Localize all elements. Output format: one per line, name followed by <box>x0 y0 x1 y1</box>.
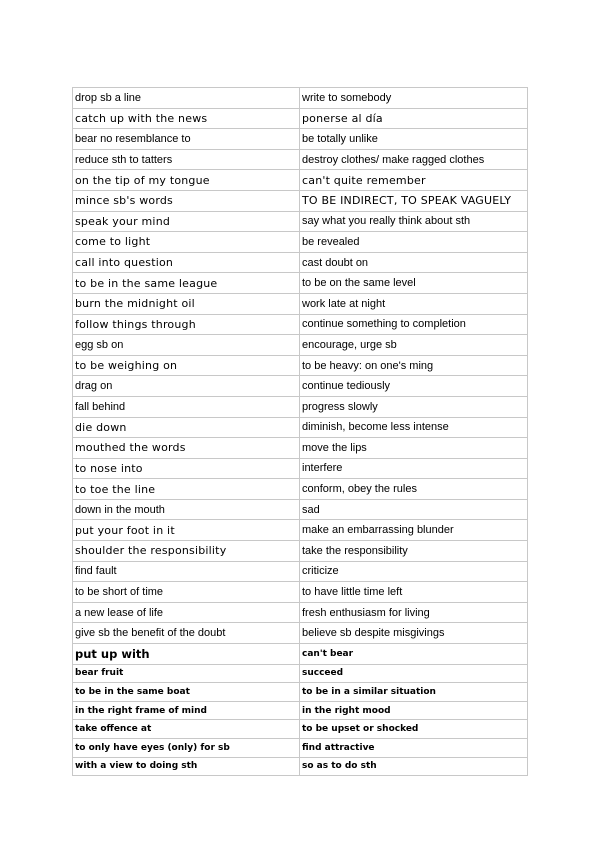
table-row <box>73 417 528 438</box>
table-row <box>73 701 528 720</box>
meaning-cell: can't quite remember <box>300 170 528 191</box>
table-row <box>73 479 528 500</box>
table-row <box>73 314 528 335</box>
table-row <box>73 561 528 582</box>
phrase-cell: to be in the same boat <box>73 683 300 702</box>
meaning-cell: continue tediously <box>300 376 528 397</box>
phrase-cell: take offence at <box>73 720 300 739</box>
table-row <box>73 664 528 683</box>
table-row <box>73 541 528 562</box>
phrase-cell-highlighted: put up with <box>73 644 300 665</box>
meaning-cell: cast doubt on <box>300 252 528 273</box>
phrase-cell: come to light <box>73 232 300 253</box>
phrase-cell: fall behind <box>73 396 300 417</box>
phrase-cell: a new lease of life <box>73 602 300 623</box>
table-row <box>73 211 528 232</box>
meaning-cell: criticize <box>300 561 528 582</box>
meaning-cell: be totally unlike <box>300 129 528 150</box>
phrase-cell: drop sb a line <box>73 88 300 109</box>
table-row <box>73 683 528 702</box>
table-row <box>73 602 528 623</box>
meaning-cell: conform, obey the rules <box>300 479 528 500</box>
phrase-cell: with a view to doing sth <box>73 757 300 776</box>
table-row <box>73 149 528 170</box>
phrase-cell: to be short of time <box>73 582 300 603</box>
table-row <box>73 739 528 758</box>
phrase-cell: to toe the line <box>73 479 300 500</box>
phrase-cell: bear no resemblance to <box>73 129 300 150</box>
phrase-cell: to nose into <box>73 458 300 479</box>
phrase-cell: catch up with the news <box>73 108 300 129</box>
meaning-cell: sad <box>300 499 528 520</box>
table-row <box>73 88 528 109</box>
meaning-cell: work late at night <box>300 293 528 314</box>
phrase-cell: drag on <box>73 376 300 397</box>
meaning-cell: progress slowly <box>300 396 528 417</box>
meaning-cell: move the lips <box>300 438 528 459</box>
phrase-cell: speak your mind <box>73 211 300 232</box>
meaning-cell: to be heavy: on one's ming <box>300 355 528 376</box>
meaning-cell: fresh enthusiasm for living <box>300 602 528 623</box>
table-row <box>73 458 528 479</box>
phrase-cell: give sb the benefit of the doubt <box>73 623 300 644</box>
meaning-cell: make an embarrassing blunder <box>300 520 528 541</box>
phrase-cell: die down <box>73 417 300 438</box>
phrase-cell: down in the mouth <box>73 499 300 520</box>
meaning-cell: encourage, urge sb <box>300 335 528 356</box>
meaning-cell: continue something to completion <box>300 314 528 335</box>
phrase-cell: shoulder the responsibility <box>73 541 300 562</box>
table-row <box>73 129 528 150</box>
phrase-cell: to be weighing on <box>73 355 300 376</box>
meaning-cell: say what you really think about sth <box>300 211 528 232</box>
meaning-cell: diminish, become less intense <box>300 417 528 438</box>
table-row <box>73 335 528 356</box>
phrase-cell: bear fruit <box>73 664 300 683</box>
phrase-cell: follow things through <box>73 314 300 335</box>
meaning-cell: find attractive <box>300 739 528 758</box>
meaning-cell: destroy clothes/ make ragged clothes <box>300 149 528 170</box>
meaning-cell: succeed <box>300 664 528 683</box>
meaning-cell: ponerse al día <box>300 108 528 129</box>
table-row <box>73 273 528 294</box>
table-row <box>73 170 528 191</box>
meaning-cell: be revealed <box>300 232 528 253</box>
table-row <box>73 108 528 129</box>
meaning-cell: so as to do sth <box>300 757 528 776</box>
phrase-cell: mouthed the words <box>73 438 300 459</box>
table-row <box>73 396 528 417</box>
meaning-cell: to be in a similar situation <box>300 683 528 702</box>
table-row <box>73 499 528 520</box>
phrase-cell: in the right frame of mind <box>73 701 300 720</box>
meaning-cell: can't bear <box>300 644 528 665</box>
phrase-cell: burn the midnight oil <box>73 293 300 314</box>
table-row <box>73 623 528 644</box>
table-row <box>73 644 528 665</box>
meaning-cell: interfere <box>300 458 528 479</box>
table-row <box>73 252 528 273</box>
meaning-cell: to have little time left <box>300 582 528 603</box>
phrase-cell: reduce sth to tatters <box>73 149 300 170</box>
phrase-cell: to be in the same league <box>73 273 300 294</box>
table-row <box>73 376 528 397</box>
meaning-cell: TO BE INDIRECT, TO SPEAK VAGUELY <box>300 190 528 211</box>
meaning-cell: write to somebody <box>300 88 528 109</box>
meaning-cell: to be on the same level <box>300 273 528 294</box>
meaning-cell: believe sb despite misgivings <box>300 623 528 644</box>
meaning-cell: take the responsibility <box>300 541 528 562</box>
table-row <box>73 438 528 459</box>
table-row <box>73 720 528 739</box>
phrase-cell: egg sb on <box>73 335 300 356</box>
meaning-cell: in the right mood <box>300 701 528 720</box>
meaning-cell: to be upset or shocked <box>300 720 528 739</box>
phrase-cell: on the tip of my tongue <box>73 170 300 191</box>
phrase-cell: put your foot in it <box>73 520 300 541</box>
phrase-cell: find fault <box>73 561 300 582</box>
table-row <box>73 293 528 314</box>
phrase-cell: call into question <box>73 252 300 273</box>
table-row <box>73 190 528 211</box>
phrase-cell: to only have eyes (only) for sb <box>73 739 300 758</box>
table-row <box>73 582 528 603</box>
table-row <box>73 232 528 253</box>
table-row <box>73 520 528 541</box>
table-row <box>73 355 528 376</box>
table-row <box>73 757 528 776</box>
phrase-cell: mince sb's words <box>73 190 300 211</box>
idiom-table <box>72 87 528 776</box>
